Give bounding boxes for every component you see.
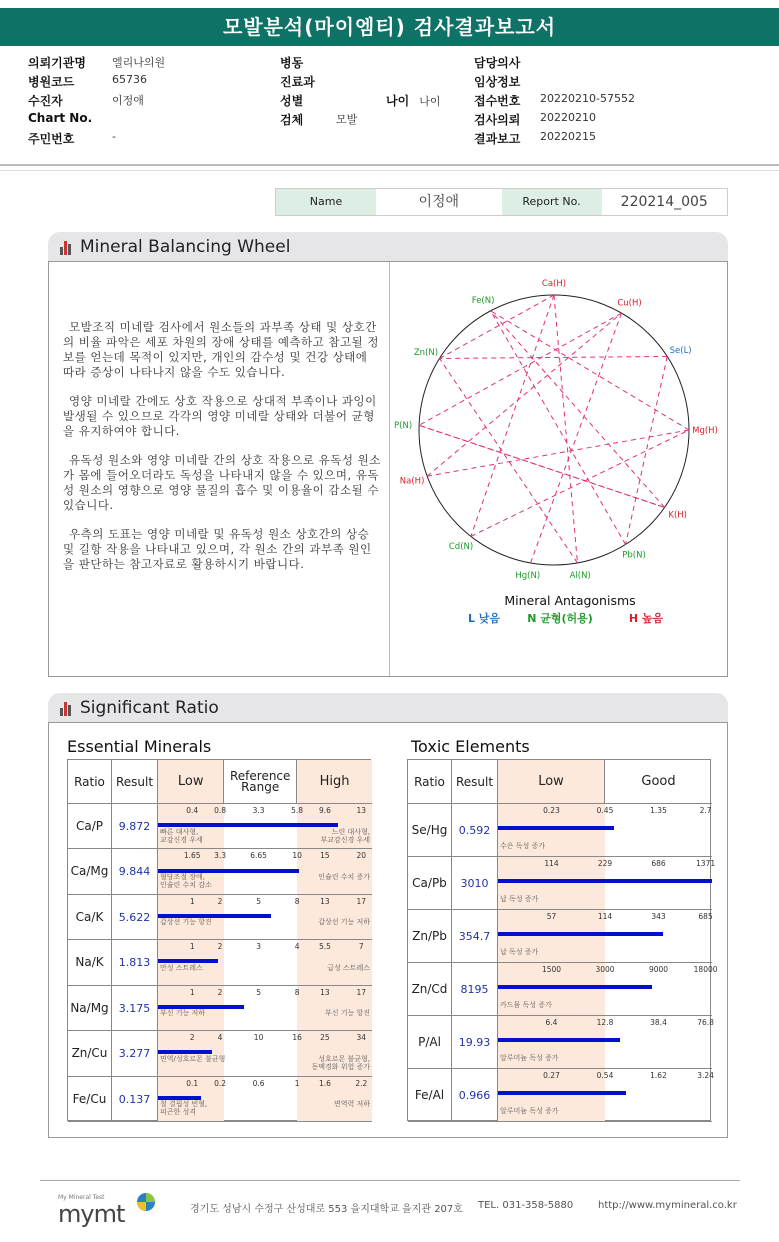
note-high: 갑상선 기능 저하: [318, 918, 370, 927]
info-value: -: [112, 130, 116, 143]
tick-label: 0.6: [252, 1078, 265, 1088]
tick-label: 6.4: [545, 1018, 558, 1027]
wheel-node-label: Zn(N): [413, 348, 439, 359]
info-row: [28, 130, 116, 148]
tick-label: 9000: [648, 965, 669, 974]
info-value: 20220210-57552: [540, 92, 635, 105]
tick-label: 2: [217, 987, 223, 997]
info-label: 검사의뢰: [474, 113, 521, 127]
header-ratio: Ratio: [408, 760, 452, 804]
age-label: 나이: [386, 94, 410, 108]
tick-label: 685: [698, 912, 713, 921]
result-cell: 0.137: [112, 1077, 158, 1122]
result-cell: 3.277: [112, 1031, 158, 1076]
ratio-cell: Na/K: [68, 940, 112, 985]
name-label: Name: [276, 189, 376, 215]
toxic-title: Toxic Elements: [411, 737, 530, 756]
info-label: 의뢰기관명: [28, 56, 86, 70]
bar-cell: [158, 986, 372, 1031]
info-row: [280, 73, 315, 91]
tick-label: 10: [292, 851, 302, 861]
wheel-node-label: P(N): [394, 420, 413, 431]
bar-cell: [498, 1016, 712, 1069]
info-label: 담당의사: [474, 56, 521, 70]
tick-label: 13: [320, 987, 330, 997]
note-low: 갑상선 기능 항진: [160, 918, 212, 927]
ratio-bar: [158, 959, 218, 963]
tick-label: 5.8: [291, 806, 304, 815]
legend-item: L 낮음: [467, 612, 501, 625]
wheel-paragraph: 우측의 도표는 영양 미네랄 및 유독성 원소 상호간의 상승 및 길항 작용을 나타내고 있으며, 각 원소 간의 과부족 원인을 판단하는 참고자료로 활용하시기 바랍니다.: [63, 527, 372, 571]
wheel-paragraph: 영양 미네랄 간에도 상호 작용으로 상대적 부족이나 과잉이 발생될 수 있으므로 각각의 영양 미네랄 상태와 더불어 균형을 유지하여야 합니다.: [63, 394, 377, 438]
divider: [0, 164, 779, 166]
info-row: [474, 54, 520, 72]
wheel-circle: [419, 295, 689, 565]
tick-label: 18000: [693, 965, 718, 974]
tick-label: 13: [356, 806, 367, 815]
ratio-bar: [498, 985, 652, 989]
ratio-cell: Ca/K: [68, 895, 112, 940]
note-low: 납 독성 증가: [500, 895, 539, 904]
tick-label: 114: [597, 912, 613, 921]
tick-label: 1.62: [650, 1071, 667, 1080]
legend-item: N 균형(허용): [527, 612, 593, 625]
info-label: Chart No.: [28, 111, 93, 125]
bar-cell: [498, 857, 716, 910]
note-low: 철 결핍성 빈혈, 피곤한 성격: [160, 1100, 208, 1117]
logo-leaf-icon: [136, 1192, 156, 1212]
note-low: 납 독성 증가: [500, 948, 539, 957]
antagonism-line: [471, 295, 554, 536]
tick-label: 12.8: [596, 1018, 614, 1027]
note-high: 부신 기능 항진: [324, 1009, 370, 1018]
antagonism-line: [419, 313, 621, 425]
note-low: 수은 독성 증가: [500, 842, 546, 851]
age-value: 나이: [419, 95, 441, 108]
ratio-cell: P/Al: [408, 1016, 452, 1069]
ratio-panel: [48, 722, 728, 1138]
tick-label: 1371: [696, 859, 716, 868]
info-row: [474, 130, 596, 148]
info-row: [280, 54, 303, 72]
info-row: [28, 92, 144, 110]
ratio-bar: [158, 869, 299, 873]
bar-cell: [158, 1031, 372, 1076]
note-high: 인슐린 수치 증가: [318, 873, 370, 882]
ratio-cell: Fe/Al: [408, 1069, 452, 1122]
toxic-table: [407, 759, 718, 1121]
tick-label: 3.3: [252, 806, 265, 815]
result-cell: 0.966: [452, 1069, 498, 1122]
bar-cell: [158, 895, 372, 940]
wheel-description: [63, 320, 383, 586]
note-high: 급성 스트레스: [327, 963, 370, 972]
tick-label: 17: [356, 987, 367, 997]
footer-url[interactable]: http://www.mymineral.co.kr: [598, 1200, 737, 1211]
report-value: 220214_005: [620, 194, 708, 210]
info-row: [474, 92, 635, 110]
antagonism-line: [440, 356, 668, 358]
result-cell: 9.844: [112, 849, 158, 894]
info-label: 검체: [280, 113, 304, 127]
tick-label: 2: [189, 1033, 195, 1043]
divider: [0, 170, 779, 171]
wheel-node-label: Fe(N): [471, 296, 495, 307]
tick-label: 0.23: [543, 806, 560, 815]
info-label: 진료과: [280, 75, 315, 89]
bar-cell: [498, 910, 712, 963]
tick-label: 3000: [595, 965, 615, 974]
header-reference: Reference Range: [224, 760, 297, 804]
antagonism-line: [440, 358, 578, 562]
tick-label: 25: [320, 1033, 330, 1043]
note-high: 면역력 저하: [333, 1100, 370, 1109]
report-title: 모발분석(마이엠티) 검사결과보고서: [0, 8, 779, 46]
tick-label: 0.2: [214, 1078, 227, 1088]
ratio-bar: [498, 826, 614, 830]
antagonism-line: [626, 356, 668, 544]
tick-label: 229: [597, 859, 613, 868]
bar-chart-icon: [60, 702, 74, 716]
ratio-bar: [498, 879, 712, 883]
info-value: 이정애: [112, 94, 144, 107]
info-value: 20220210: [540, 111, 596, 124]
tick-label: 10: [253, 1033, 264, 1043]
header-high: High: [297, 760, 372, 804]
wheel-node-label: Pb(N): [622, 550, 646, 561]
tick-label: 8: [294, 896, 300, 906]
tick-label: 5.5: [318, 942, 331, 952]
tick-label: 0.27: [543, 1071, 560, 1080]
wheel-node-label: Na(H): [399, 476, 425, 487]
tick-label: 1: [294, 1078, 300, 1088]
ratio-section-header: [48, 693, 728, 723]
ratio-section-title: Significant Ratio: [80, 698, 219, 718]
header-low: Low: [158, 760, 224, 804]
result-cell: 0.592: [452, 804, 498, 857]
ratio-cell: Zn/Cu: [68, 1031, 112, 1076]
note-low: 만성 스트레스: [160, 963, 203, 972]
tick-label: 0.4: [186, 806, 199, 815]
result-cell: 19.93: [452, 1016, 498, 1069]
tick-label: 34: [356, 1033, 367, 1043]
tick-label: 0.1: [186, 1078, 199, 1088]
bar-cell: [158, 940, 372, 985]
info-row: [280, 92, 303, 110]
header-ratio: Ratio: [68, 760, 112, 804]
note-low: 부신 기능 저하: [160, 1009, 206, 1018]
wheel-node-label: Se(L): [669, 345, 692, 356]
note-low: 혈당조절 장애, 인슐린 수치 감소: [160, 873, 212, 890]
name-report-box: [275, 188, 728, 216]
wheel-node-label: Cd(N): [448, 541, 474, 552]
info-label: 병동: [280, 56, 304, 70]
essential-table: [67, 759, 371, 1121]
tick-label: 0.45: [596, 806, 614, 815]
info-label: 수진자: [28, 94, 63, 108]
tick-label: 114: [544, 859, 559, 868]
info-age: [386, 92, 440, 110]
info-label: 성별: [280, 94, 304, 108]
note-low: 알루미늄 독성 증가: [500, 1054, 559, 1063]
bar-cell: [498, 804, 712, 857]
info-value: 모발: [336, 113, 358, 126]
tick-label: 13: [320, 896, 330, 906]
ratio-bar: [158, 1050, 212, 1054]
legend-item: H 높음: [628, 612, 664, 625]
report-label: Report No.: [502, 189, 602, 215]
tick-label: 38.4: [650, 1018, 667, 1027]
bar-cell: [158, 804, 372, 849]
antagonism-line: [554, 295, 577, 563]
header-good: Good: [605, 760, 712, 804]
wheel-node-label: Ca(H): [541, 279, 567, 289]
tick-label: 6.65: [250, 851, 267, 861]
tick-label: 1.35: [650, 806, 667, 815]
ratio-cell: Ca/Mg: [68, 849, 112, 894]
info-row: [474, 73, 520, 91]
tick-label: 5: [256, 987, 261, 997]
ratio-cell: Zn/Pb: [408, 910, 452, 963]
bar-cell: [158, 1077, 372, 1122]
ratio-bar: [498, 1091, 626, 1095]
wheel-node-label: Al(N): [569, 570, 591, 581]
footer-divider: [40, 1180, 740, 1181]
result-cell: 8195: [452, 963, 498, 1016]
logo-text: mymt: [58, 1200, 125, 1228]
wheel-paragraph: 모발조직 미네랄 검사에서 원소들의 과부족 상태 및 상호간의 비율 파악은 세포 차원의 장애 상태를 예측하고 참고될 정보를 얻는데 목적이 있지만, 개인의 감수성 및 건강 상태에 따라 증상이 나타나지 않을 수도 있습니다.: [63, 320, 380, 379]
result-cell: 5.622: [112, 895, 158, 940]
bar-chart-icon: [60, 241, 74, 255]
header-result: Result: [452, 760, 498, 804]
result-cell: 3010: [452, 857, 498, 910]
wheel-paragraph: 유독성 원소와 영양 미네랄 간의 상호 작용으로 유독성 원소가 몸에 들어오더라도 독성을 나타내지 않을 수 있으며, 유독성 원소의 영향으로 영양 물질의 흡수 및 이용율이 감소될 수 있습니다.: [63, 453, 381, 512]
wheel-section-header: [48, 232, 728, 262]
tick-label: 5: [256, 896, 261, 906]
tick-label: 1.65: [183, 851, 201, 861]
tick-label: 1: [189, 896, 195, 906]
tick-label: 3.24: [697, 1071, 714, 1080]
name-value: 이정애: [418, 194, 460, 210]
antagonism-line: [531, 313, 622, 563]
ratio-cell: Se/Hg: [408, 804, 452, 857]
tick-label: 17: [356, 896, 367, 906]
ratio-bar: [158, 823, 338, 827]
result-cell: 354.7: [452, 910, 498, 963]
logo-tagline: My Mineral Test: [58, 1194, 105, 1201]
info-label: 결과보고: [474, 132, 521, 146]
note-low: 알루미늄 독성 증가: [500, 1107, 559, 1116]
tick-label: 1: [189, 987, 195, 997]
ratio-bar: [498, 932, 663, 936]
tick-label: 8: [294, 987, 300, 997]
wheel-node-label: Mg(H): [692, 426, 718, 436]
bar-cell: [158, 849, 372, 894]
tick-label: 1500: [541, 965, 562, 974]
info-value: 65736: [112, 73, 147, 86]
note-low: 면역/성호르몬 불균형: [160, 1054, 226, 1063]
bar-cell: [498, 963, 718, 1016]
tick-label: 7: [358, 942, 364, 952]
info-value: 20220215: [540, 130, 596, 143]
info-row: [28, 54, 166, 72]
antagonism-line: [471, 430, 689, 536]
info-value: 엘리나의원: [112, 56, 166, 69]
info-label: 임상정보: [474, 75, 521, 89]
tick-label: 0.8: [214, 806, 227, 815]
note-high: 성호르몬 불균형, 동맥경화 위험 증가: [311, 1054, 370, 1071]
wheel-panel: [48, 261, 728, 677]
wheel-caption: Mineral Antagonisms: [504, 593, 636, 608]
tick-label: 76.8: [697, 1018, 714, 1027]
mymt-logo: [58, 1188, 168, 1228]
tick-label: 4: [217, 1033, 223, 1043]
wheel-node-label: Hg(N): [515, 570, 541, 581]
info-row: [28, 73, 147, 91]
tick-label: 16: [292, 1033, 302, 1043]
tick-label: 0.54: [596, 1071, 614, 1080]
tick-label: 2.2: [355, 1078, 368, 1088]
note-high: 느린 대사형, 부교감신경 우세: [320, 827, 370, 844]
info-label: 접수번호: [474, 94, 521, 108]
wheel-node-label: Cu(H): [617, 298, 642, 309]
note-low: 카드뮴 독성 증가: [500, 1001, 552, 1010]
tick-label: 1.6: [318, 1078, 331, 1088]
bar-cell: [498, 1069, 712, 1122]
info-label: 병원코드: [28, 75, 75, 89]
tick-label: 9.6: [318, 806, 331, 815]
wheel-section-title: Mineral Balancing Wheel: [80, 237, 291, 257]
info-row: [280, 111, 358, 129]
tick-label: 57: [546, 912, 557, 921]
tick-label: 2.7: [699, 806, 712, 815]
footer-tel: TEL. 031-358-5880: [478, 1200, 574, 1211]
info-row: [28, 111, 92, 129]
ratio-cell: Ca/P: [68, 804, 112, 849]
ratio-cell: Zn/Cd: [408, 963, 452, 1016]
mineral-wheel: [390, 262, 728, 676]
ratio-cell: Fe/Cu: [68, 1077, 112, 1122]
antagonism-line: [491, 311, 626, 545]
footer-address: 경기도 성남시 수정구 산성대로 553 을지대학교 을지관 207호: [190, 1204, 463, 1215]
result-cell: 3.175: [112, 986, 158, 1031]
tick-label: 343: [651, 912, 666, 921]
result-cell: 1.813: [112, 940, 158, 985]
tick-label: 686: [651, 859, 666, 868]
result-cell: 9.872: [112, 804, 158, 849]
wheel-node-label: K(H): [668, 510, 687, 521]
header-low: Low: [498, 760, 605, 804]
tick-label: 1: [189, 942, 195, 952]
essential-title: Essential Minerals: [67, 737, 212, 756]
info-row: [474, 111, 596, 129]
tick-label: 2: [217, 896, 223, 906]
tick-label: 3.3: [214, 851, 227, 861]
ratio-cell: Na/Mg: [68, 986, 112, 1031]
header-result: Result: [112, 760, 158, 804]
tick-label: 20: [356, 851, 367, 861]
tick-label: 2: [217, 942, 223, 952]
ratio-bar: [498, 1038, 620, 1042]
ratio-cell: Ca/Pb: [408, 857, 452, 910]
note-low: 빠른 대사형, 교감신경 우세: [160, 827, 203, 844]
tick-label: 3: [256, 942, 261, 952]
tick-label: 4: [294, 942, 300, 952]
tick-label: 15: [320, 851, 330, 861]
antagonism-line: [427, 430, 689, 476]
antagonism-line: [440, 295, 554, 358]
antagonism-line: [491, 311, 689, 430]
info-label: 주민번호: [28, 132, 75, 146]
